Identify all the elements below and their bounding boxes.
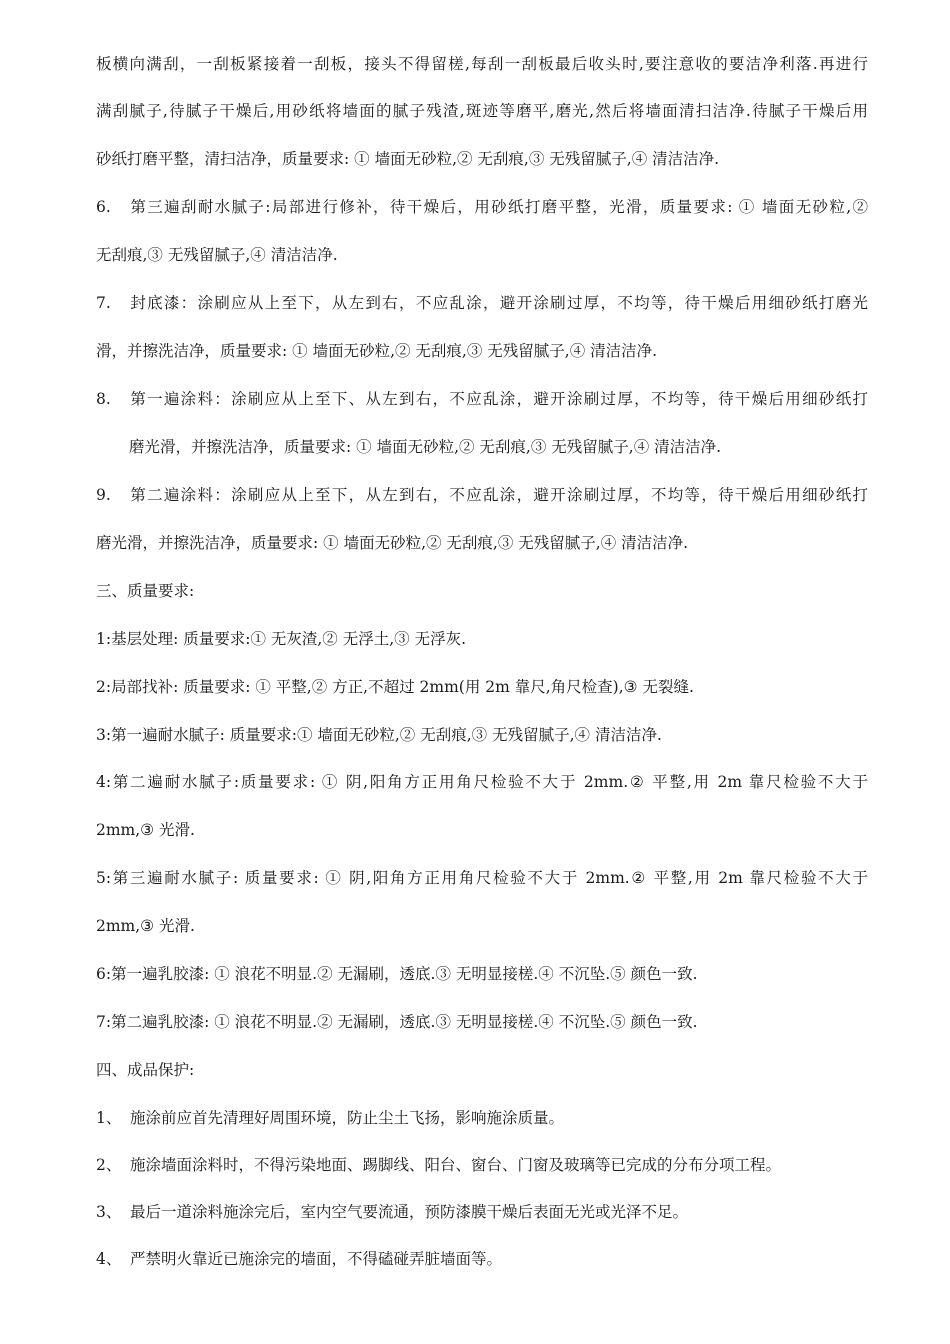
quality-item-4: 4:第二遍耐水腻子:质量要求: ① 阴,阳角方正用角尺检验不大于 2mm.② 平整,用 2m 靠尺检验不大于 <box>96 773 868 791</box>
protection-item-2 <box>96 1154 868 1176</box>
quality-item-5: 5:第三遍耐水腻子: 质量要求: ① 阴,阳角方正用角尺检验不大于 2mm.② 平整,用 2m 靠尺检验不大于 <box>96 869 868 887</box>
step-8-line-2: 磨光滑，并擦洗洁净，质量要求: ① 墙面无砂粒,② 无刮痕,③ 无残留腻子,④ 清洁洁净. <box>129 438 722 456</box>
section-3-heading: 三、质量要求: <box>96 582 195 600</box>
quality-item-6: 6:第一遍乳胶漆: ① 浪花不明显.② 无漏刷，透底.③ 无明显接槎.④ 不沉坠.⑤ 颜色一致. <box>96 965 698 983</box>
protection-item-3 <box>96 1201 868 1223</box>
quality-item-4-cont: 2mm,③ 光滑. <box>96 821 195 839</box>
step-number: 9. <box>96 486 111 504</box>
step-6-line-1 <box>96 196 868 218</box>
step-text: 第三遍刮耐水腻子:局部进行修补，待干燥后，用砂纸打磨平整，光滑，质量要求: ① 墙面无砂粒,② <box>129 198 868 216</box>
quality-item-3: 3:第一遍耐水腻子: 质量要求:① 墙面无砂粒,② 无刮痕,③ 无残留腻子,④ 清洁洁净. <box>96 726 662 744</box>
step-7-line-1 <box>96 292 868 314</box>
step-text: 封底漆：涂刷应从上至下，从左到右，不应乱涂，避开涂刷过厚，不均等，待干燥后用细砂纸打磨光 <box>129 294 868 312</box>
quality-item-7: 7:第二遍乳胶漆: ① 浪花不明显.② 无漏刷，透底.③ 无明显接槎.④ 不沉坠.⑤ 颜色一致. <box>96 1013 698 1031</box>
item-text: 严禁明火靠近已施涂完的墙面，不得磕碰弄脏墙面等。 <box>130 1250 503 1268</box>
step-6-line-2: 无刮痕,③ 无残留腻子,④ 清洁洁净. <box>96 246 338 264</box>
quality-item-5-cont: 2mm,③ 光滑. <box>96 917 195 935</box>
step-9-line-1 <box>96 484 868 506</box>
paragraph-line: 满刮腻子,待腻子干燥后,用砂纸将墙面的腻子残渣,斑迹等磨平,磨光,然后将墙面清扫洁净.待腻子干燥后用 <box>96 102 868 120</box>
item-number: 4、 <box>96 1250 122 1268</box>
step-9-line-2: 磨光滑，并擦洗洁净，质量要求: ① 墙面无砂粒,② 无刮痕,③ 无残留腻子,④ 清洁洁净. <box>96 534 689 552</box>
item-text: 最后一道涂料施涂完后，室内空气要流通，预防漆膜干燥后表面无光或光泽不足。 <box>130 1203 689 1221</box>
quality-item-1: 1:基层处理: 质量要求:① 无灰渣,② 无浮土,③ 无浮灰. <box>96 630 467 648</box>
protection-item-1 <box>96 1107 868 1129</box>
step-text: 第二遍涂料：涂刷应从上至下，从左到右，不应乱涂，避开涂刷过厚，不均等，待干燥后用细砂纸打 <box>129 486 868 504</box>
step-7-line-2: 滑，并擦洗洁净，质量要求: ① 墙面无砂粒,② 无刮痕,③ 无残留腻子,④ 清洁洁净. <box>96 342 658 360</box>
item-text: 施涂前应首先清理好周围环境，防止尘土飞扬，影响施涂质量。 <box>130 1109 565 1127</box>
protection-item-4 <box>96 1248 868 1270</box>
item-number: 3、 <box>96 1203 122 1221</box>
item-text: 施涂墙面涂料时，不得污染地面、踢脚线、阳台、窗台、门窗及玻璃等已完成的分布分项工程。 <box>130 1156 782 1174</box>
paragraph-line: 板横向满刮，一刮板紧接着一刮板，接头不得留槎,每刮一刮板最后收头时,要注意收的要洁净利落.再进行 <box>96 55 868 73</box>
step-number: 6. <box>96 198 111 216</box>
paragraph-line: 砂纸打磨平整，清扫洁净，质量要求: ① 墙面无砂粒,② 无刮痕,③ 无残留腻子,④ 清洁洁净. <box>96 150 720 168</box>
section-4-heading: 四、成品保护: <box>96 1061 195 1079</box>
step-number: 8. <box>96 390 111 408</box>
item-number: 2、 <box>96 1156 122 1174</box>
item-number: 1、 <box>96 1109 122 1127</box>
quality-item-2: 2:局部找补: 质量要求: ① 平整,② 方正,不超过 2mm(用 2m 靠尺,角尺检查),③ 无裂缝. <box>96 678 694 696</box>
step-text: 第一遍涂料：涂刷应从上至下、从左到右，不应乱涂，避开涂刷过厚，不均等，待干燥后用细砂纸打 <box>129 390 868 408</box>
step-number: 7. <box>96 294 111 312</box>
step-8-line-1 <box>96 388 868 410</box>
